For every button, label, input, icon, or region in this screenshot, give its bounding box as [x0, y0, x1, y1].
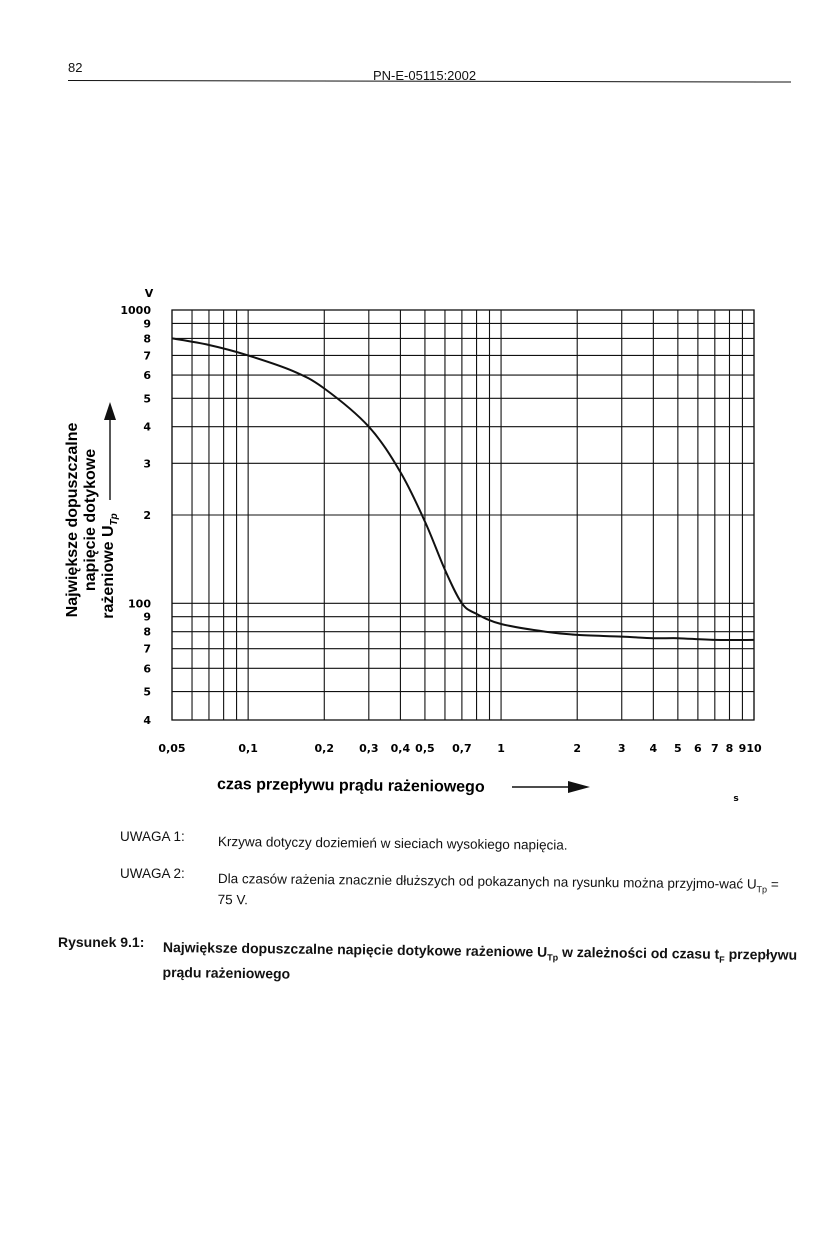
y-axis-arrow-head	[104, 402, 116, 420]
y-axis-label-line3: rażeniowe U	[100, 525, 117, 619]
series-line-utp	[172, 338, 754, 640]
chart-grid	[172, 310, 754, 720]
caption-text-middle: w zależności od czasu t	[558, 943, 720, 962]
x-tick-label: 4	[649, 742, 658, 755]
y-unit: V	[144, 287, 154, 300]
x-tick-label: 0,2	[314, 742, 335, 755]
x-tick-label: 0,7	[452, 742, 472, 755]
x-tick-label: 0,5	[415, 742, 435, 755]
note-2-text-end: = 75 V.	[217, 876, 779, 908]
x-tick-label: 2	[573, 742, 582, 755]
x-tick-label: 1	[497, 742, 505, 755]
x-tick-label: 0,3	[359, 742, 379, 755]
standard-header: PN-E-05115:2002	[373, 68, 477, 83]
y-tick-label: 3	[143, 457, 151, 471]
y-tick-label: 1000	[120, 304, 151, 317]
y-tick-label: 6	[143, 369, 151, 383]
caption-text	[162, 938, 802, 990]
caption-label: Rysunek 9.1:	[58, 934, 145, 950]
note-1-text: Krzywa dotyczy doziemień w sieciach wysokiego napięcia.	[217, 834, 568, 853]
caption-text-main: Największe dopuszczalne napięcie dotykowe rażeniowe U	[162, 938, 548, 960]
y-tick-label: 7	[143, 349, 151, 363]
x-tick-label: 6	[694, 742, 702, 755]
y-tick-label: 9	[143, 610, 151, 624]
x-tick-label: 0,1	[238, 742, 258, 755]
y-tick-label: 2	[143, 509, 151, 522]
x-tick-label: 10	[746, 742, 762, 755]
note-2-text	[218, 871, 783, 913]
caption-sub-tp: Tp	[547, 952, 559, 963]
y-tick-label: 7	[143, 642, 151, 656]
y-tick-label: 4	[143, 420, 151, 434]
page-number: 82	[68, 60, 83, 75]
caption-text-end: przepływu prądu rażeniowego	[162, 945, 798, 982]
y-axis-label-sub: Tp	[109, 513, 120, 526]
y-axis-label-line2: napięcie dotykowe	[82, 448, 99, 592]
note-1-label: UWAGA 1:	[120, 829, 185, 844]
y-tick-label: 5	[143, 392, 151, 406]
y-tick-label: 5	[143, 685, 151, 699]
y-tick-label: 6	[143, 662, 151, 676]
y-axis-label-line1: Największe dopuszczalne	[64, 422, 81, 618]
svg-text:rażeniowe UTp	[100, 513, 120, 619]
x-tick-label: 3	[617, 742, 626, 755]
y-axis-label	[64, 402, 120, 619]
caption-sub-f: F	[719, 954, 725, 965]
x-tick-label: 5	[674, 742, 682, 755]
y-tick-label: 9	[143, 317, 151, 331]
chart-curve-group	[172, 338, 754, 640]
x-axis-arrow-head	[568, 781, 590, 793]
x-unit: s	[733, 794, 739, 804]
note-2-label: UWAGA 2:	[120, 866, 185, 881]
y-tick-label: 8	[143, 332, 151, 346]
x-tick-label: 0,4	[390, 742, 411, 755]
y-tick-label: 4	[143, 714, 151, 727]
x-tick-label: 7	[710, 742, 719, 755]
y-tick-label: 8	[143, 625, 151, 639]
x-tick-label: 8	[725, 742, 734, 755]
note-2-sub: Tp	[756, 884, 768, 895]
x-tick-label: 0,05	[158, 742, 186, 755]
note-2-text-main: Dla czasów rażenia znacznie dłuższych od pokazanych na rysunku można przyjmo-wać U	[217, 871, 757, 892]
chart-ticks	[120, 304, 762, 755]
x-axis-label: czas przepływu prądu rażeniowego	[216, 776, 485, 796]
x-tick-label: 9	[738, 742, 747, 755]
y-tick-label: 100	[128, 597, 151, 611]
